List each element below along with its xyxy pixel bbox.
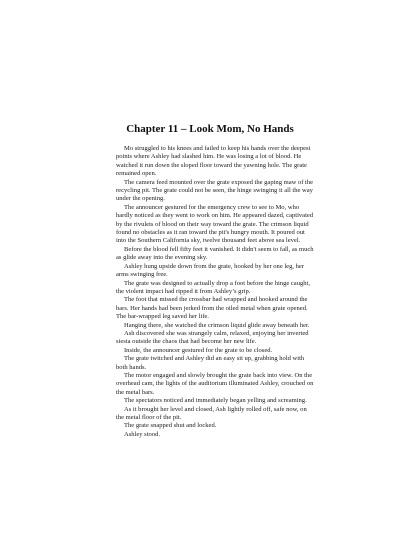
chapter-body bbox=[116, 145, 316, 439]
paragraph: The motor engaged and slowly brought the grate back into view. On the overhead cam, the lights of the auditorium illuminated Ashley, crouched on the metal bars. bbox=[116, 371, 314, 396]
paragraph: The grate snapped shut and locked. bbox=[124, 422, 217, 430]
paragraph: Inside, the announcer gestured for the grate to be closed. bbox=[124, 346, 273, 354]
paragraph: Ashley stood. bbox=[124, 430, 161, 438]
paragraph: As it brought her level and closed, Ash lightly rolled off, safe now, on the metal floor of the pit. bbox=[116, 405, 307, 421]
chapter-title: Chapter 11 – Look Mom, No Hands bbox=[126, 123, 294, 135]
paragraph: The grate twitched and Ashley did an easy sit up, grabbing hold with both hands. bbox=[116, 355, 305, 371]
paragraph: Hanging there, she watched the crimson liquid glide away beneath her. bbox=[124, 321, 310, 329]
paragraph: The spectators noticed and immediately began yelling and screaming. bbox=[124, 397, 307, 405]
paragraph: The camera feed mounted over the grate exposed the gaping maw of the recycling pit. The grate could not be seen, the hinge swinging it all the way under the opening. bbox=[116, 178, 314, 203]
paragraph: Before the blood fell fifty feet it vanished. It didn't seem to fall, as much as glide away into the evening sky. bbox=[116, 245, 314, 262]
paragraph: Ash discovered she was strangely calm, relaxed, enjoying her inverted siesta outside the chaos that had become her new life. bbox=[116, 329, 309, 346]
paragraph: The grate was designed to actually drop a foot before the hinge caught, the violent impact had ripped it from Ashley’s grip. bbox=[116, 279, 310, 295]
paragraph: Mo struggled to his knees and failed to keep his hands over the deepest points where Ashley had slashed him. He was losing a lot of blood. He watched it run down the sloped floor toward the yawning hole. The grate remained open. bbox=[116, 145, 311, 178]
paragraph: The foot that missed the crossbar had wrapped and hooked around the bars. Her hands had been jerked from the oiled metal when grate opened. The bar-wrapped leg saved her life. bbox=[116, 296, 308, 321]
paragraph: Ashley hung upside down from the grate, hooked by her one leg, her arms swinging free. bbox=[116, 262, 304, 279]
paragraph: The announcer gestured for the emergency crew to see to Mo, who hardly noticed as they went to work on him. He appeared dazed, captivated by the rivulets of blood on their way toward the grate. The crimson liquid found no obstacles as it ran toward the pit's hungry mouth. It poured out into the Southern California sky, twelve thousand feet above sea level. bbox=[116, 203, 314, 245]
